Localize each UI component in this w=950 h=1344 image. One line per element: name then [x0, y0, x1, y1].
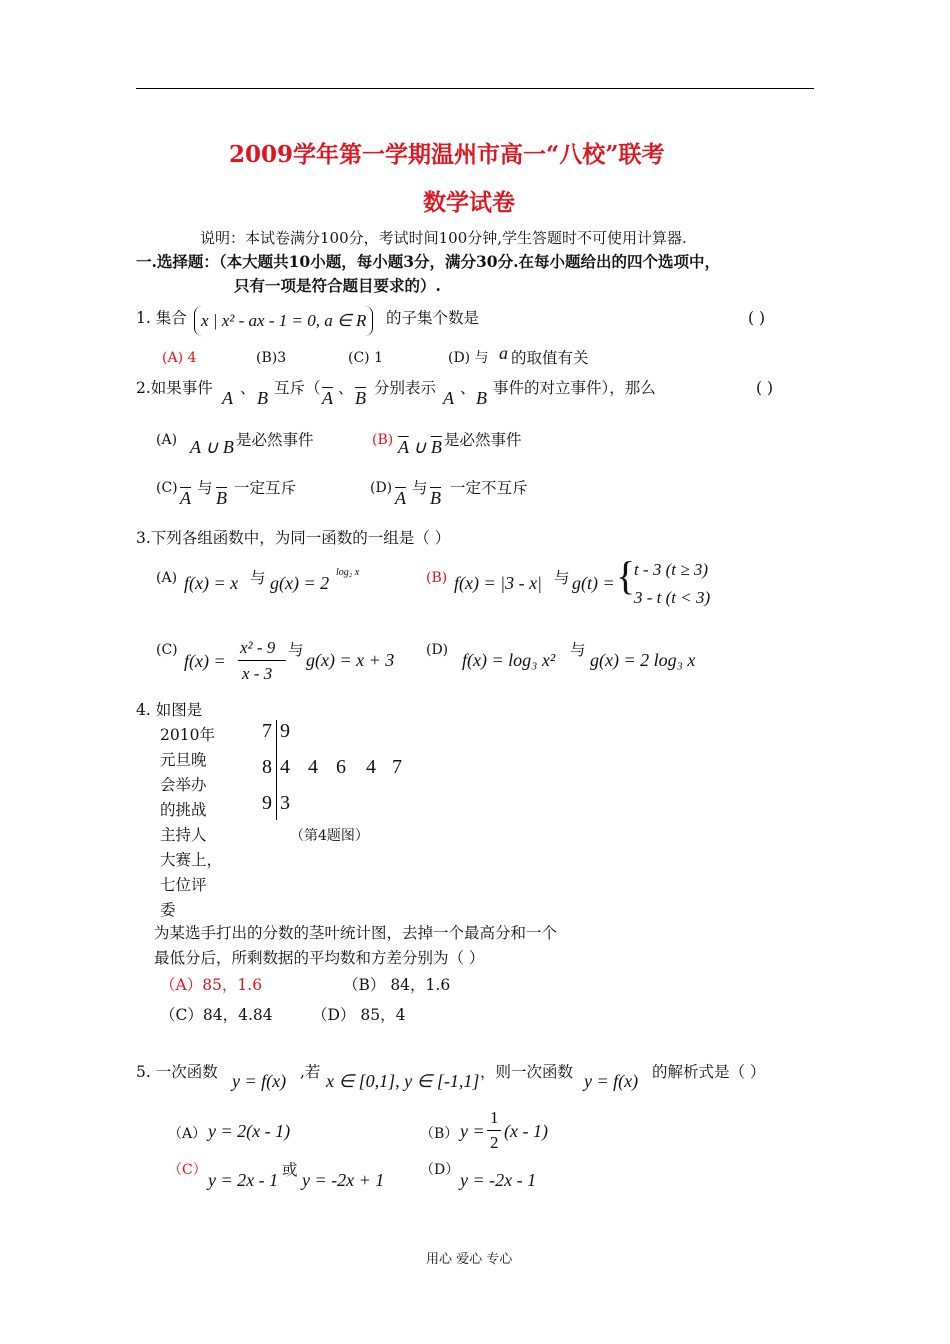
q5-domain-range: x ∈ [0,1], y ∈ [-1,1] — [326, 1071, 480, 1091]
q2-option-c-label: (C) — [156, 480, 178, 496]
q4-stem-row-3-stem: 9 — [262, 792, 272, 814]
q2-option-c-with: 与 — [197, 479, 213, 497]
q2-option-d-comp-a: $\overline{A}$ — [395, 488, 406, 508]
q4-text-line2: 最低分后，所剩数据的平均数和方差分别为（ ） — [154, 949, 485, 967]
q1-stem-suffix: 的子集个数是 — [386, 309, 480, 327]
q4-stem-row-1-leaf: 9 — [280, 720, 290, 742]
q2-option-d-with: 与 — [412, 479, 428, 497]
q4-stem-row-2-leaf: 4 — [308, 756, 318, 778]
q4-stem-line: 委 — [160, 901, 176, 919]
exam-note: 说明：本试卷满分100分，考试时间100分钟,学生答题时不可使用计算器. — [200, 229, 687, 247]
q3-option-d-label: (D) — [426, 642, 449, 658]
q2-stem-mid: 互斥（ — [274, 379, 321, 397]
exam-subtitle: 数学试卷 — [423, 189, 515, 216]
q4-stem-line: 4. 如图是 — [136, 701, 203, 719]
q3-option-d-with: 与 — [570, 641, 586, 659]
q3-option-b-with: 与 — [554, 569, 570, 587]
q2-comp-a: $\overline{A}$ — [322, 388, 333, 408]
q3-option-d-g: g(x) = 2 log₃ x — [590, 650, 696, 670]
q2-option-b-comp-b: $\overline{B}$ — [430, 437, 442, 457]
header-rule — [136, 88, 814, 89]
q1-set-expression: x | x² - ax - 1 = 0, a ∈ R — [201, 311, 367, 330]
q3-option-c-numerator: x² - 9 — [240, 638, 276, 657]
q5-option-d: y = -2x - 1 — [460, 1170, 537, 1190]
q2-option-c-text: 一定互斥 — [234, 479, 297, 497]
q2-option-c-comp-b: $\overline{B}$ — [216, 488, 227, 508]
q5-option-c-2: y = -2x + 1 — [302, 1170, 385, 1190]
q2-event-a: A — [222, 388, 233, 408]
q4-stem-row-2-leaf: 4 — [366, 756, 376, 778]
q2-comp-b: $\overline{B}$ — [355, 388, 366, 408]
q2-event-b-2: B — [476, 388, 487, 408]
q1-option-c: (C) 1 — [348, 350, 383, 366]
q3-option-b-g: g(t) = — [572, 573, 615, 593]
q4-option-d: （D） 85，4 — [312, 1006, 406, 1024]
q2-sep-3: 、 — [460, 379, 476, 397]
q4-stem-line: 会举办 — [160, 776, 207, 794]
q1-option-a: (A) 4 — [162, 350, 197, 366]
q5-option-c-or: 或 — [282, 1161, 298, 1179]
q4-text-line1: 为某选手打出的分数的茎叶统计图，去掉一个最高分和一个 — [154, 924, 558, 942]
q2-answer-paren: ( ) — [756, 379, 774, 397]
q4-stem-row-2-stem: 8 — [262, 756, 272, 778]
q2-option-b-text: 是必然事件 — [444, 431, 522, 449]
q4-option-b: （B） 84，1.6 — [343, 976, 451, 994]
q3-option-b-label: (B) — [426, 570, 448, 586]
q2-option-b-label: (B) — [372, 432, 394, 448]
q2-option-a-text: 是必然事件 — [236, 431, 314, 449]
q3-stem: 3.下列各组函数中，为同一函数的一组是（ ） — [136, 529, 451, 547]
q4-stem-leaf-divider — [276, 720, 277, 820]
q4-stem-row-2-leaf: 4 — [280, 756, 290, 778]
q4-option-c: （C）84，4.84 — [160, 1006, 273, 1024]
q1-answer-paren: ( ) — [748, 309, 766, 327]
q4-stem-column — [136, 698, 256, 923]
q3-option-d-f: f(x) = log₃ x² — [462, 650, 556, 670]
q2-sep-1: 、 — [240, 379, 256, 397]
q4-stem-row-1-stem: 7 — [262, 720, 272, 742]
q2-option-d-label: (D) — [370, 480, 393, 496]
q1-option-d-prefix: (D) 与 — [448, 350, 489, 366]
section-heading-line1: 一.选择题：（本大题共10小题，每小题3分，满分30分.在每小题给出的四个选项中， — [136, 252, 720, 271]
q4-figure-caption: （第4题图） — [290, 828, 369, 844]
q1-option-b: (B)3 — [256, 350, 287, 366]
q5-function: y = f(x) — [232, 1071, 287, 1091]
q1-set-braces — [194, 306, 373, 336]
q2-stem-end: 事件的对立事件），那么 — [493, 379, 656, 397]
q2-option-d-text: 一定不互斥 — [450, 479, 528, 497]
q1-option-d-var: a — [499, 343, 508, 363]
q5-option-b-pre: y = — [460, 1121, 485, 1141]
exam-title: 2009学年第一学期温州市高一“八校”联考 — [229, 141, 665, 168]
q2-event-a-2: A — [443, 388, 454, 408]
q5-option-b-denominator: 2 — [490, 1133, 499, 1152]
q4-stem-line: 七位评 — [160, 876, 207, 894]
q4-stem-line: 大赛上， — [160, 851, 223, 869]
q3-option-a-with: 与 — [250, 569, 266, 587]
q5-stem-mid: ,若 — [300, 1063, 321, 1081]
q2-stem-mid2: 分别表示 — [374, 379, 437, 397]
q3-option-c-label: (C) — [156, 642, 178, 658]
q5-function-2: y = f(x) — [584, 1071, 639, 1091]
q3-option-c-with: 与 — [288, 641, 304, 659]
q5-option-b-post: (x - 1) — [504, 1121, 548, 1141]
q2-option-b-expr: $\overline{A}$ ∪ $\overline{B}$ — [398, 437, 442, 457]
q4-stem-row-2-leaf: 7 — [392, 756, 402, 778]
q4-stem-line: 主持人 — [160, 826, 207, 844]
q4-stem-line: 元旦晚 — [160, 751, 207, 769]
q5-stem-prefix: 5. 一次函数 — [136, 1063, 218, 1081]
q5-option-a: y = 2(x - 1) — [208, 1121, 291, 1141]
q2-option-a-label: (A) — [156, 432, 178, 448]
q3-option-c-g: g(x) = x + 3 — [306, 650, 395, 670]
q1-option-d-suffix: 的取值有关 — [511, 349, 589, 367]
q3-option-c-f: f(x) = — [184, 651, 226, 671]
q4-stem-row-2-leaf: 6 — [336, 756, 346, 778]
q5-option-b-label: （B） — [420, 1126, 459, 1142]
q3-option-a-g: g(x) = 2 — [270, 573, 330, 593]
q3-option-c-denominator: x - 3 — [242, 664, 273, 683]
q5-stem-end: 的解析式是（ ） — [652, 1063, 766, 1081]
q3-option-b-f: f(x) = |3 - x| — [454, 573, 543, 593]
q5-option-a-label: （A） — [168, 1126, 207, 1142]
q5-option-c-label: （C） — [168, 1162, 207, 1178]
q5-stem-mid2: ，则一次函数 — [480, 1063, 574, 1081]
q4-stem-leaf-plot — [262, 718, 422, 822]
page-footer: 用心 爱心 专心 — [426, 1252, 513, 1267]
q3-option-a-g-exponent: log₂ x — [336, 567, 360, 578]
q3-option-b-case2: 3 - t (t < 3) — [634, 588, 711, 607]
q4-stem-line: 2010年 — [160, 726, 215, 744]
q4-option-a: （A）85，1.6 — [160, 976, 263, 994]
q3-option-a-f: f(x) = x — [184, 573, 239, 593]
q3-option-a-label: (A) — [156, 570, 178, 586]
q2-sep-2: 、 — [338, 379, 354, 397]
q5-option-c-1: y = 2x - 1 — [208, 1170, 279, 1190]
q5-option-d-label: （D） — [420, 1162, 460, 1178]
section-heading-line2: 只有一项是符合题目要求的）. — [234, 276, 441, 295]
q5-option-b-fraction-bar — [487, 1130, 501, 1131]
q2-option-c-comp-a: $\overline{A}$ — [180, 488, 191, 508]
q5-option-b-numerator: 1 — [490, 1108, 499, 1127]
q3-option-c-fraction-bar — [238, 660, 286, 661]
q4-stem-row-3-leaf: 3 — [280, 792, 290, 814]
q3-option-b-case1: t - 3 (t ≥ 3) — [634, 560, 709, 579]
q2-option-a-expr: A ∪ B — [190, 437, 234, 457]
q4-stem-line: 的挑战 — [160, 801, 207, 819]
q2-stem-prefix: 2.如果事件 — [136, 379, 213, 397]
q1-stem-prefix: 1. 集合 — [136, 309, 187, 327]
q2-option-b-comp-a: $\overline{A}$ — [398, 437, 409, 457]
q3-option-b-brace: { — [616, 553, 636, 598]
q2-event-b: B — [257, 388, 268, 408]
q2-option-d-comp-b: $\overline{B}$ — [430, 488, 441, 508]
